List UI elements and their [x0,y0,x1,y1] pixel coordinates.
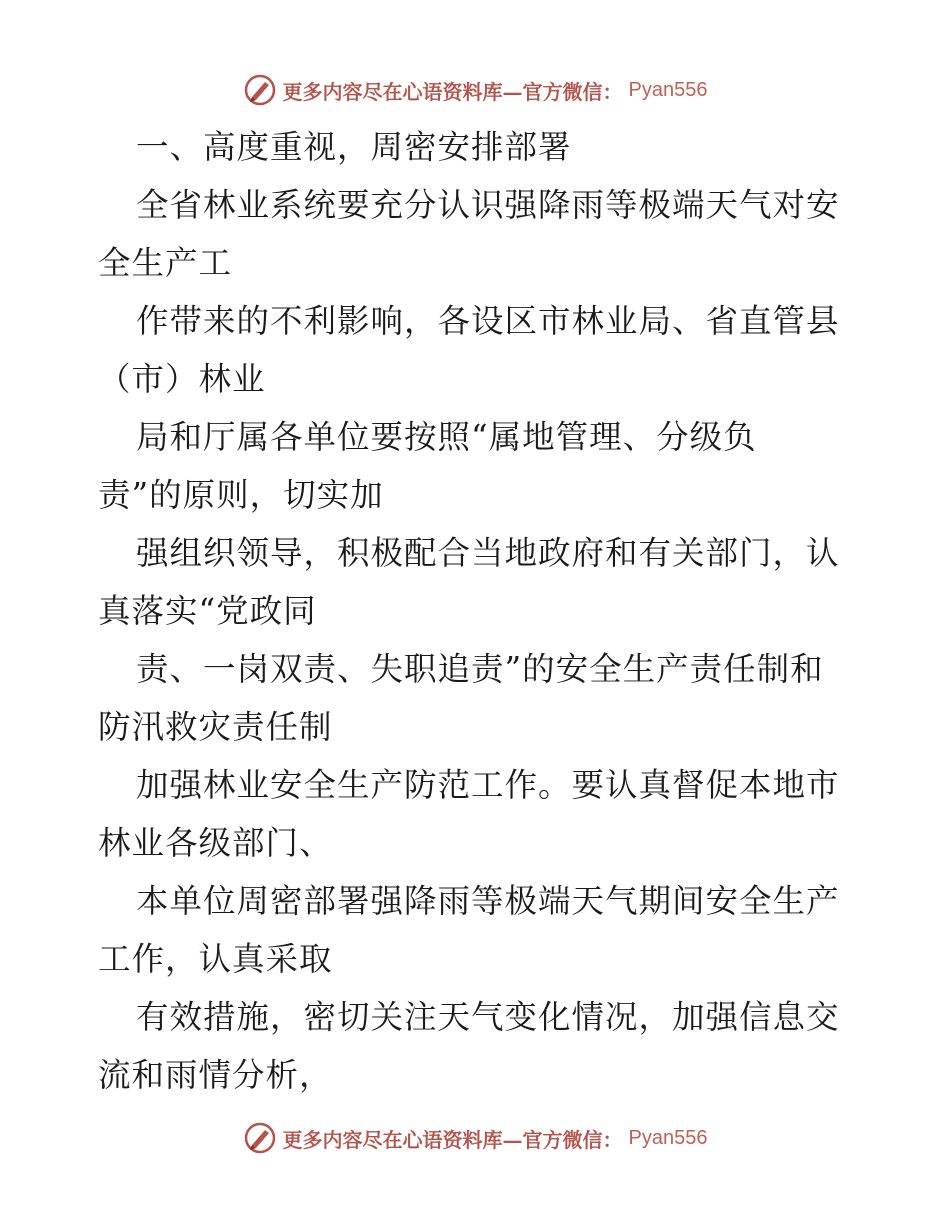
text-line: 一、高度重视，周密安排部署 [136,128,572,166]
text-line: 作带来的不利影响，各设区市林业局、省直管县 [136,302,840,340]
watermark-wechat-id: Pyan556 [628,78,708,101]
pen-logo-icon [243,73,277,107]
watermark-wechat-id: Pyan556 [628,1126,708,1149]
pen-logo-icon [243,1121,277,1155]
text-line: 全生产工 [98,244,233,282]
text-line: 流和雨情分析， [98,1056,333,1094]
text-line: （市）林业 [98,360,266,398]
text-line: 本单位周密部署强降雨等极端天气期间安全生产 [136,882,840,920]
text-line: 责”的原则，切实加 [98,476,384,514]
watermark-text: 更多内容尽在心语资料库—官方微信： [282,1127,623,1152]
document-body [98,118,858,1104]
text-line: 局和厅属各单位要按照“属地管理、分级负 [136,418,757,456]
watermark-text: 更多内容尽在心语资料库—官方微信： [282,79,623,104]
text-line: 强组织领导，积极配合当地政府和有关部门，认 [136,534,840,572]
text-line: 全省林业系统要充分认识强降雨等极端天气对安 [136,186,840,224]
text-line: 工作，认真采取 [98,940,333,978]
text-line: 林业各级部门、 [98,824,333,862]
text-line: 真落实“党政同 [98,592,317,630]
text-line: 责、一岗双责、失职追责”的安全生产责任制和 [136,650,824,688]
text-line: 防汛救灾责任制 [98,708,333,746]
text-line: 加强林业安全生产防范工作。要认真督促本地市 [136,766,840,804]
header-watermark [0,70,950,110]
footer-watermark [0,1118,950,1158]
text-line: 有效措施，密切关注天气变化情况，加强信息交 [136,998,840,1036]
